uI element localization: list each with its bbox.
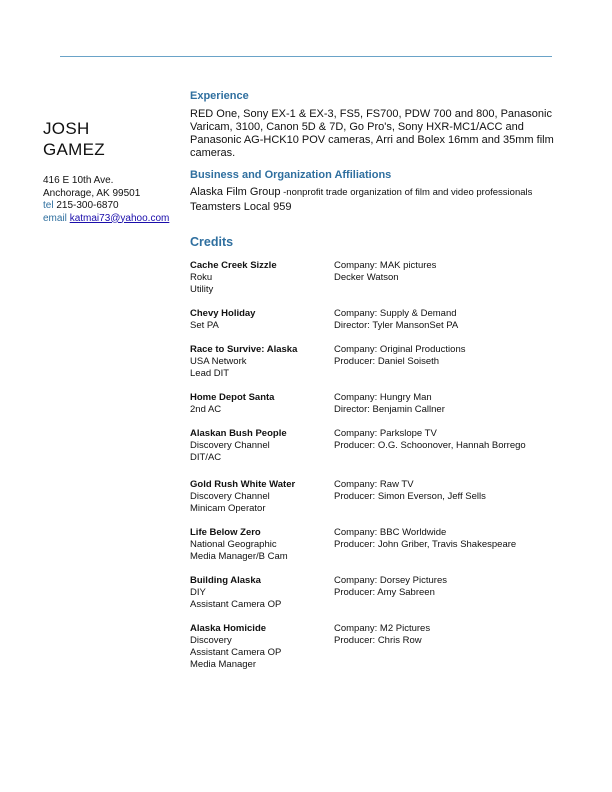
credit-company-line: Director: Tyler MansonSet PA — [334, 320, 459, 331]
credit-production — [190, 392, 334, 416]
credit-production — [190, 308, 334, 332]
credit-detail: Assistant Camera OP — [190, 647, 282, 658]
credit-detail: Media Manager — [190, 659, 257, 670]
experience-heading: Experience — [190, 90, 249, 102]
affiliation-item — [190, 185, 560, 200]
credit-company-line: Decker Watson — [334, 272, 399, 283]
name-first: JOSH — [43, 119, 90, 138]
credit-title: Building Alaska — [190, 575, 261, 586]
credit-detail: Media Manager/B Cam — [190, 551, 288, 562]
credit-company — [334, 392, 560, 416]
credit-company-line: Company: Parkslope TV — [334, 428, 437, 439]
credits-heading: Credits — [190, 235, 234, 249]
credit-detail: DIY — [190, 587, 206, 598]
address-line-1: 416 E 10th Ave. — [43, 175, 114, 186]
credit-company-line: Company: Raw TV — [334, 479, 414, 490]
credit-company-line: Producer: Simon Everson, Jeff Sells — [334, 491, 486, 502]
name-last: GAMEZ — [43, 140, 105, 159]
credit-entry — [190, 575, 560, 611]
credit-production — [190, 479, 334, 515]
credit-company — [334, 575, 560, 611]
credit-company-line: Producer: John Griber, Travis Shakespeare — [334, 539, 517, 550]
credit-company-line: Company: Hungry Man — [334, 392, 432, 403]
email-link[interactable]: katmai73@yahoo.com — [69, 212, 170, 224]
credit-company-line: Company: MAK pictures — [334, 260, 437, 271]
credit-company — [334, 623, 560, 671]
top-rule — [60, 56, 552, 57]
credit-production — [190, 344, 334, 380]
phone-line — [43, 200, 183, 213]
credit-company — [334, 428, 560, 464]
affiliation-name: Alaska Film Group — [190, 186, 281, 198]
credit-company-line: Producer: Daniel Soiseth — [334, 356, 440, 367]
contact-block — [43, 175, 183, 225]
credit-detail: Assistant Camera OP — [190, 599, 282, 610]
email-line — [43, 213, 183, 226]
credit-company — [334, 527, 560, 563]
main-column — [190, 89, 560, 671]
credit-title: Race to Survive: Alaska — [190, 344, 298, 355]
credit-company-line: Company: Dorsey Pictures — [334, 575, 447, 586]
credit-production — [190, 260, 334, 296]
tel-label: tel — [43, 200, 54, 211]
address-line-2: Anchorage, AK 99501 — [43, 187, 141, 199]
credit-title: Home Depot Santa — [190, 392, 275, 403]
credit-detail: Set PA — [190, 320, 219, 331]
credit-company-line: Company: BBC Worldwide — [334, 527, 447, 538]
credit-company — [334, 479, 560, 515]
affiliation-item: Teamsters Local 959 — [190, 201, 292, 213]
affiliation-description: -nonprofit trade organization of film and video professionals — [280, 187, 533, 198]
credits-list — [190, 260, 560, 671]
credit-title: Cache Creek Sizzle — [190, 260, 277, 271]
credit-company-line: Director: Benjamin Callner — [334, 404, 445, 415]
credit-production — [190, 527, 334, 563]
credit-entry — [190, 428, 560, 464]
credit-detail: Lead DIT — [190, 368, 230, 379]
credit-title: Life Below Zero — [190, 527, 261, 538]
contact-column — [43, 118, 183, 225]
credit-company — [334, 308, 560, 332]
email-label: email — [43, 212, 67, 224]
credit-detail: National Geographic — [190, 539, 277, 550]
credit-company — [334, 260, 560, 296]
credit-company-line: Producer: O.G. Schoonover, Hannah Borrego — [334, 440, 526, 451]
credit-entry — [190, 392, 560, 416]
credit-entry — [190, 260, 560, 296]
resume-name — [43, 118, 183, 160]
credit-detail: Utility — [190, 284, 214, 295]
credit-production — [190, 575, 334, 611]
credit-entry — [190, 623, 560, 671]
credit-detail: Discovery — [190, 635, 232, 646]
affiliations-section — [190, 168, 560, 215]
credit-title: Chevy Holiday — [190, 308, 256, 319]
credit-detail: USA Network — [190, 356, 247, 367]
credit-detail: Minicam Operator — [190, 503, 266, 514]
credit-entry — [190, 479, 560, 515]
affiliations-heading: Business and Organization Affiliations — [190, 169, 392, 181]
phone-number: 215-300-6870 — [56, 200, 119, 211]
credit-entry — [190, 344, 560, 380]
credit-detail: Discovery Channel — [190, 491, 270, 502]
credit-title: Alaska Homicide — [190, 623, 267, 634]
credit-company-line: Company: Supply & Demand — [334, 308, 457, 319]
credit-company-line: Company: Original Productions — [334, 344, 466, 355]
credit-detail: DIT/AC — [190, 452, 222, 463]
experience-text: RED One, Sony EX-1 & EX-3, FS5, FS700, PDW 700 and 800, Panasonic Varicam, 3100, Canon 5D & 7D, Go Pro's, Sony HXR-MC1/ACC and Panasonic AG-HCK10 POV cameras, Arri and Bolex 16mm and 35mm film cameras. — [190, 108, 554, 159]
credit-company-line: Producer: Amy Sabreen — [334, 587, 435, 598]
credit-entry — [190, 308, 560, 332]
credit-entry — [190, 527, 560, 563]
credit-company — [334, 344, 560, 380]
credit-production — [190, 623, 334, 671]
credit-production — [190, 428, 334, 464]
credit-title: Gold Rush White Water — [190, 479, 296, 490]
credit-detail: Discovery Channel — [190, 440, 270, 451]
credit-company-line: Producer: Chris Row — [334, 635, 422, 646]
credit-company-line: Company: M2 Pictures — [334, 623, 431, 634]
credit-title: Alaskan Bush People — [190, 428, 287, 439]
credit-detail: 2nd AC — [190, 404, 222, 415]
affiliations-list — [190, 185, 560, 215]
credit-detail: Roku — [190, 272, 213, 283]
